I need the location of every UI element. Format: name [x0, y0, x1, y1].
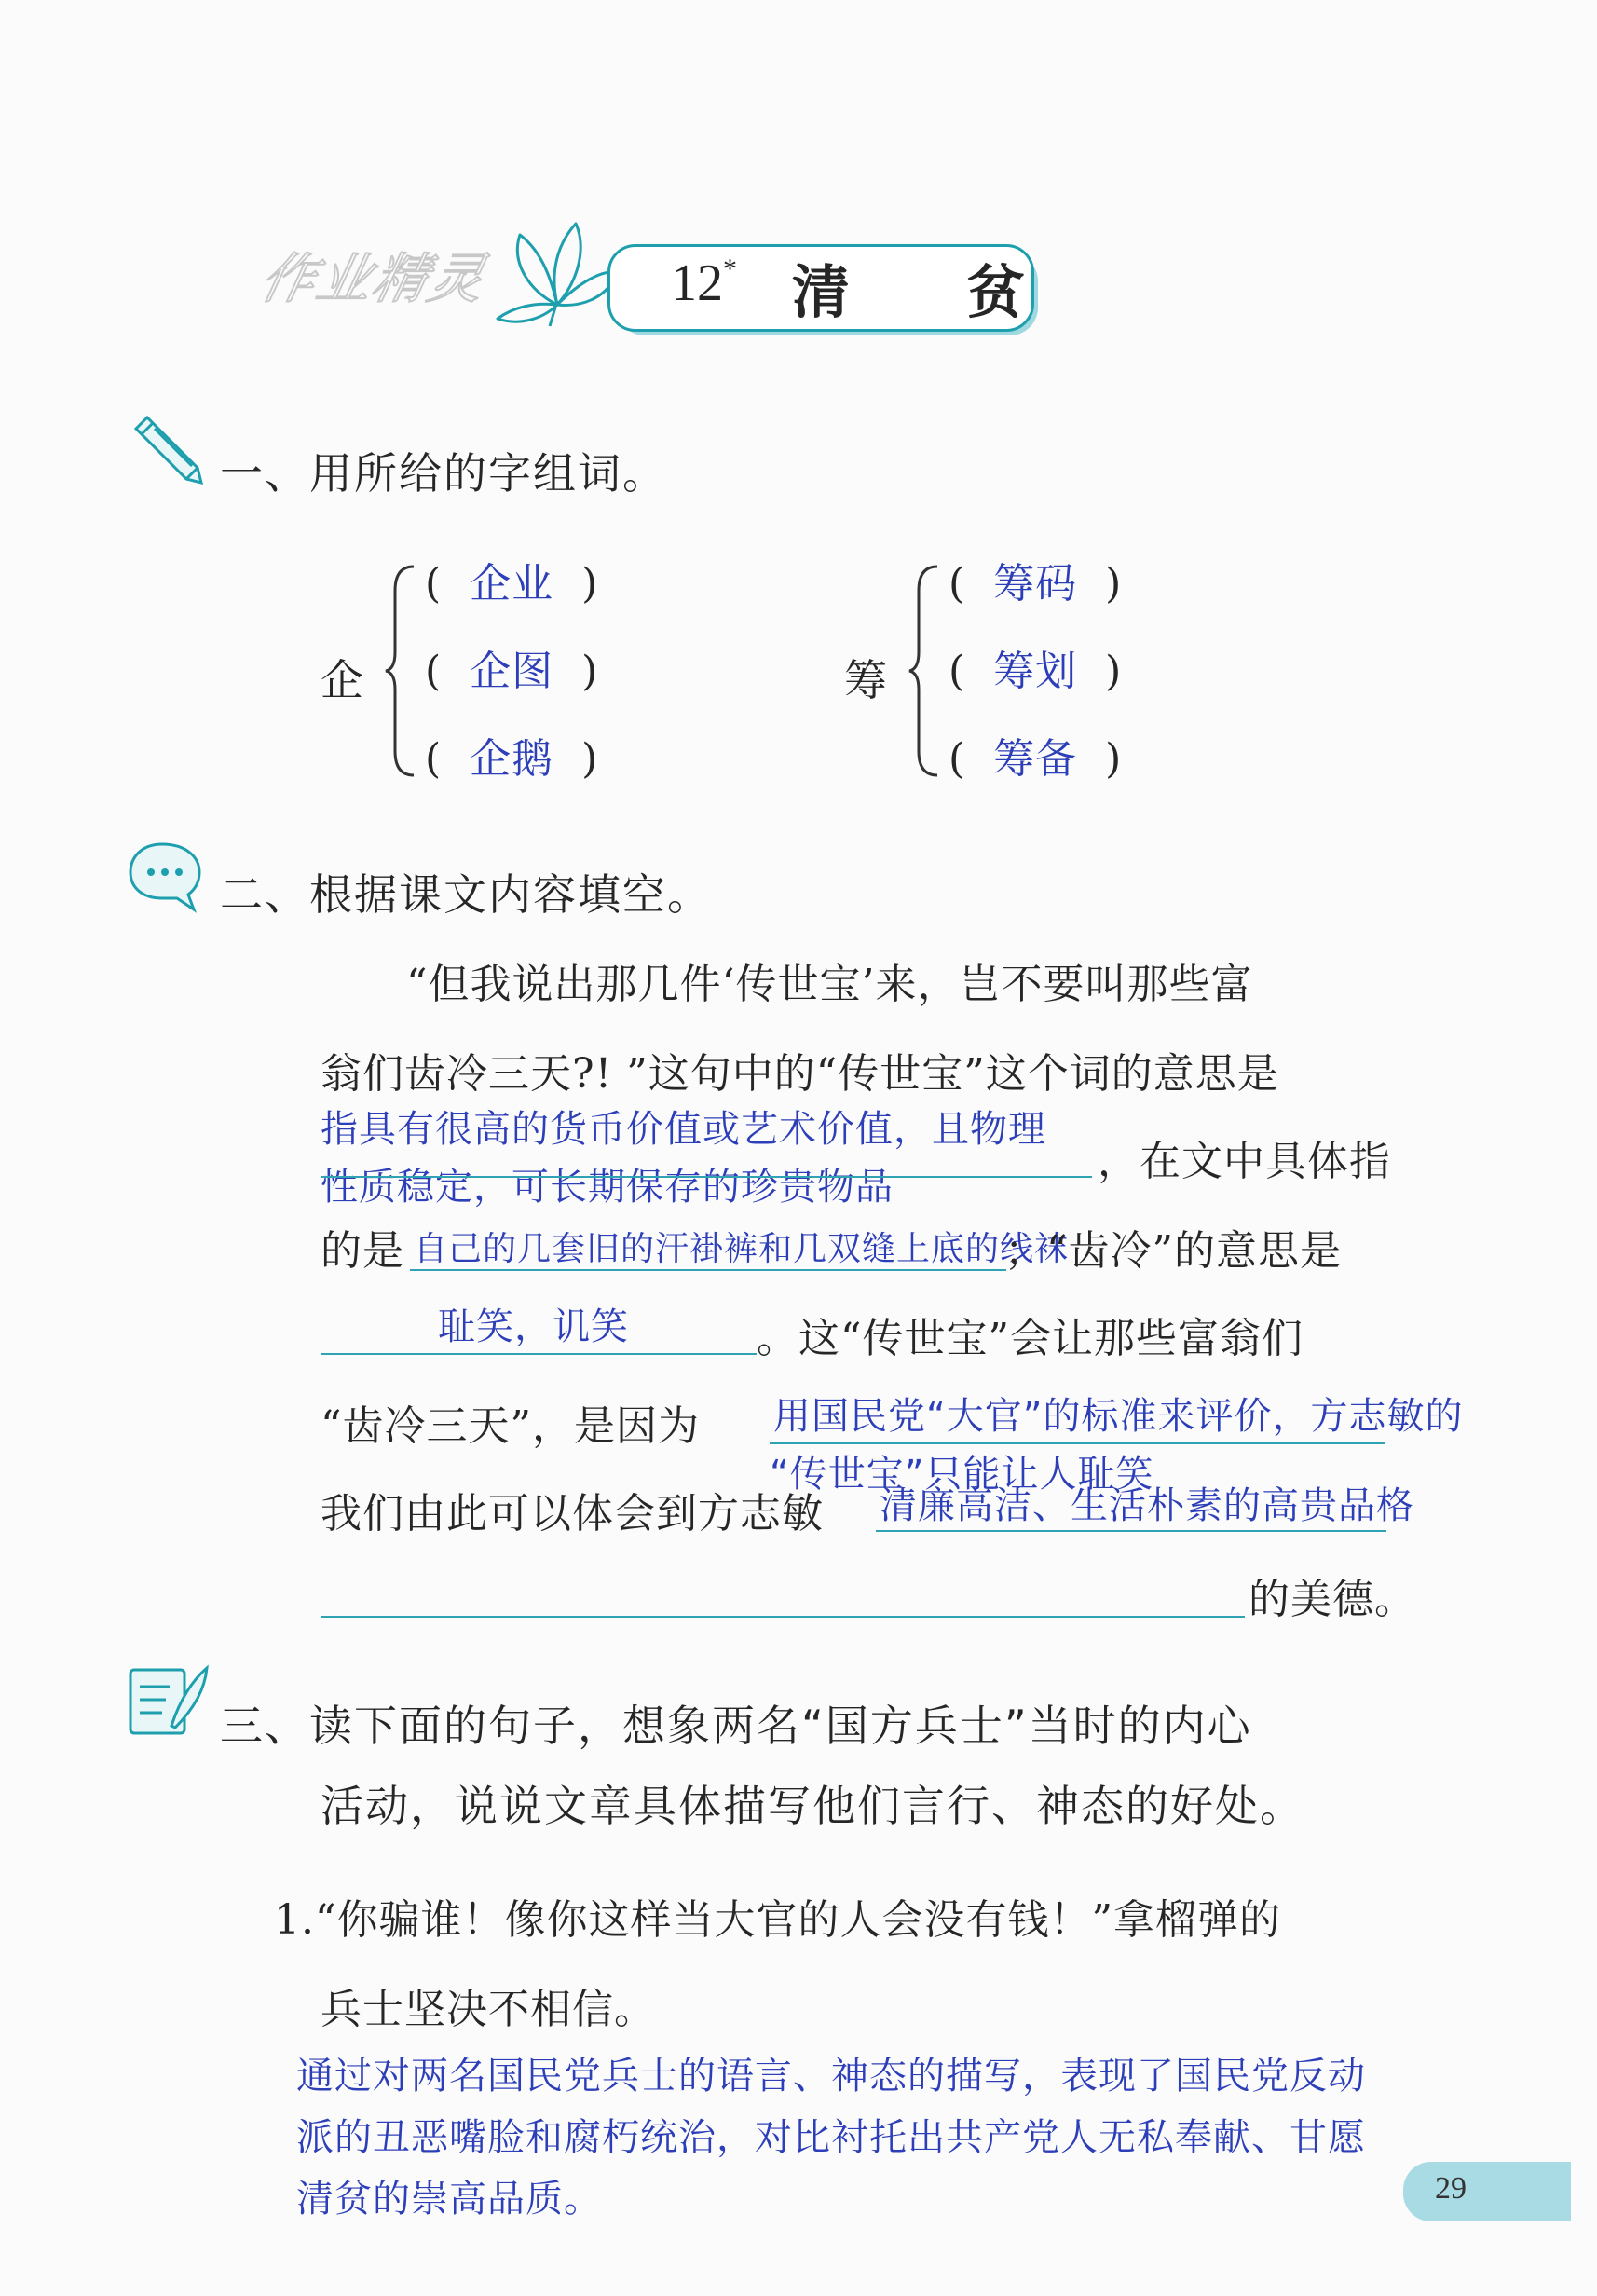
blank-underline: [410, 1269, 1006, 1271]
magnolia-flower-icon: [492, 216, 622, 328]
question-1-line-a: 1.“你骗谁！像你这样当大官的人会没有钱！”拿榴弹的: [274, 1896, 1281, 1944]
answer-4-line-a: 用国民党“大官”的标准来评价，方志敏的: [773, 1395, 1464, 1438]
group-2-char: 筹: [844, 655, 888, 705]
passage-line-4-head: 的是: [321, 1227, 404, 1275]
blank-underline: [321, 1353, 757, 1355]
answer-q1-line-c: 清贫的崇高品质。: [296, 2178, 602, 2221]
lesson-title: 清 贫: [792, 258, 1073, 326]
answer-5: 清廉高洁、生活朴素的高贵品格: [880, 1484, 1414, 1527]
question-1-line-b: 兵士坚决不相信。: [321, 1986, 656, 2033]
passage-line-5-tail: 。这“传世宝”会让那些富翁们: [757, 1315, 1304, 1362]
passage-line-8-tail: 的美德。: [1249, 1576, 1416, 1623]
group-1-word-1: ( 企业 ): [425, 560, 599, 608]
left-brace-icon: [382, 563, 419, 779]
answer-q1-line-b: 派的丑恶嘴脸和腐朽统治，对比衬托出共产党人无私奉献、甘愿: [296, 2116, 1366, 2159]
group-2-word-1: ( 筹码 ): [949, 560, 1123, 608]
passage-line-7-head: 我们由此可以体会到方志敏: [321, 1490, 824, 1538]
group-1-word-2: ( 企图 ): [425, 648, 599, 695]
answer-2: 自己的几套旧的汗褂裤和几双缝上底的线袜: [414, 1230, 1070, 1268]
section-3-title-line-b: 活动，说说文章具体描写他们言行、神态的好处。: [321, 1781, 1304, 1831]
page-number-tab: [1403, 2162, 1571, 2221]
passage-line-6-head: “齿冷三天”，是因为: [321, 1402, 700, 1450]
answer-q1-line-a: 通过对两名国民党兵士的语言、神态的描写，表现了国民党反动: [296, 2055, 1366, 2098]
section-3-title-line-a: 三、读下面的句子，想象两名“国方兵士”当时的内心: [220, 1701, 1252, 1751]
section-2-title: 二、根据课文内容填空。: [220, 869, 712, 920]
blank-underline: [770, 1442, 1385, 1444]
group-2-word-3: ( 筹备 ): [949, 735, 1123, 783]
lesson-number: 12*: [671, 253, 737, 312]
page-number: 29: [1435, 2171, 1467, 2206]
answer-1-line-b: 性质稳定，可长期保存的珍贵物品: [321, 1166, 894, 1209]
section-1-title: 一、用所给的字组词。: [220, 448, 667, 499]
pencil-icon: [127, 410, 205, 488]
watermark-logo: 作业精灵: [254, 247, 493, 310]
answer-3: 耻笑，讥笑: [438, 1305, 629, 1348]
blank-underline: [321, 1176, 1092, 1178]
group-2-word-2: ( 筹划 ): [949, 648, 1123, 695]
blank-underline: [321, 1616, 1245, 1618]
passage-line-3-tail: ，在文中具体指: [1098, 1138, 1391, 1185]
left-brace-icon: [906, 563, 943, 779]
notepad-quill-icon: [125, 1660, 211, 1741]
group-1-word-3: ( 企鹅 ): [425, 735, 599, 783]
group-1-char: 企: [321, 655, 364, 705]
passage-line-4-tail: ；“齿冷”的意思是: [1004, 1227, 1342, 1275]
answer-1-line-a: 指具有很高的货币价值或艺术价值，且物理: [321, 1108, 1046, 1151]
passage-line-1: “但我说出那几件‘传世宝’来，岂不要叫那些富: [406, 961, 1253, 1008]
answer-4-line-b: “传世宝”只能让人耻笑: [770, 1453, 1154, 1496]
blank-underline: [876, 1530, 1386, 1532]
speech-bubble-icon: [125, 839, 205, 913]
passage-line-2: 翁们齿冷三天?! ”这句中的“传世宝”这个词的意思是: [321, 1050, 1279, 1098]
